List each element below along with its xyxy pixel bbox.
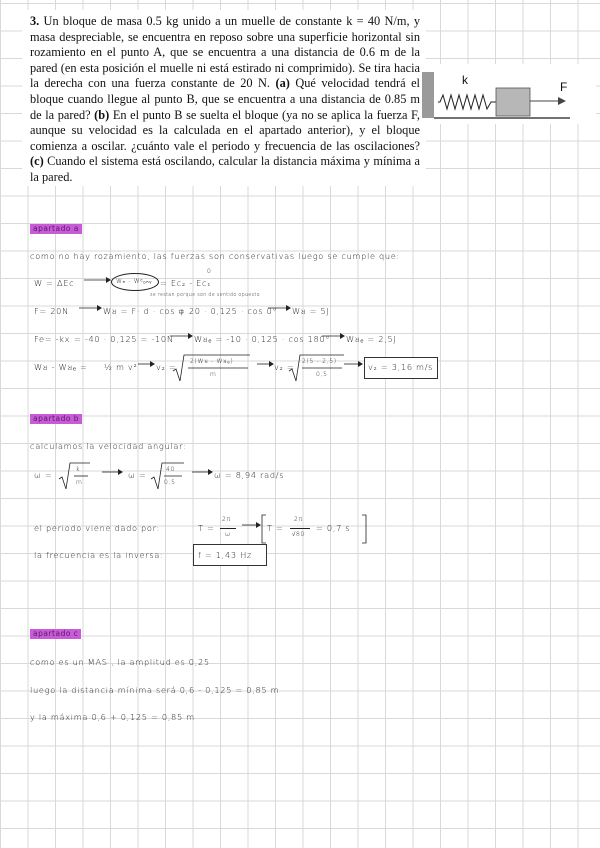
eq2-work-formula: Wᴚ = F· d · cos φ <box>103 306 185 316</box>
eq4-denominator: m <box>210 371 217 378</box>
heading-apartado-c: apartado c <box>30 629 81 639</box>
period-denominator: ω <box>225 531 231 538</box>
eq4-work-diff: Wᴚ - Wᴚₑ = <box>34 362 88 372</box>
spring-icon <box>438 95 496 109</box>
part-c-line-2: luego la distancia mínima será 0,6 - 0,125 = 0,85 m <box>30 685 280 695</box>
velocity-result: v₂ = 3,16 m/s <box>368 362 434 372</box>
eq3-elastic-calc: = -40 · 0,125 = -10N <box>74 334 174 344</box>
omega-eq-label-2: ω = <box>128 470 147 480</box>
frequency-text: la frecuencia es la inversa: <box>34 550 164 560</box>
spring-diagram <box>420 64 596 124</box>
question-c: Cuando el sistema está oscilando, calcular la distancia máxima y mínima a la pared. <box>30 154 420 184</box>
eq3-elastic-result: Wᴚₑ = 2,5J <box>346 334 397 344</box>
question-a: Qué velocidad tendrá el bloque cuando llegue al punto B, que se encuentra a una distancia de 0.85 m de la pared? <box>30 76 420 122</box>
arrow-icon <box>168 331 194 341</box>
period-result: = 0,7 s <box>316 523 351 533</box>
arrow-icon <box>342 359 364 369</box>
heading-apartado-a: apartado a <box>30 224 82 234</box>
eq3-elastic-force: Fe= -kx <box>34 334 71 344</box>
arrow-icon <box>136 359 156 369</box>
arrow-icon <box>77 303 103 313</box>
period-numerator: 2π <box>222 516 231 523</box>
label-b: (b) <box>94 107 110 122</box>
eq2-work-calc: = 20 · 0,125 · cos 0° <box>178 306 278 316</box>
block <box>496 88 530 116</box>
omega-result: ω = 8,94 rad/s <box>214 470 285 480</box>
eq4-kinetic: ½ m v² <box>104 362 138 372</box>
spring-block-figure <box>420 64 596 124</box>
problem-statement <box>22 10 426 186</box>
force-label: F <box>560 80 568 94</box>
eq4-v-label-2: v₂ = <box>274 362 295 372</box>
heading-apartado-b: apartado b <box>30 414 82 424</box>
fraction-bar <box>290 528 310 529</box>
eq3-elastic-work: Wᴚₑ = -10 · 0,125 · cos 180° <box>194 334 331 344</box>
fraction-bar <box>220 528 236 529</box>
omega-numerator-2: 40 <box>166 466 176 473</box>
part-c-line-1: como es un MAS , la amplitud es 0,25 <box>30 657 210 667</box>
arrow-icon <box>320 331 346 341</box>
period-numerator-2: 2π <box>294 516 303 523</box>
spring-label: k <box>462 73 468 87</box>
arrow-icon <box>255 359 275 369</box>
period-eq-label: T = <box>198 523 215 533</box>
problem-number: 3. <box>30 14 40 28</box>
part-c-line-3: y la máxima 0,6 + 0,125 = 0,85 m <box>30 712 195 722</box>
frequency-result: f = 1,43 Hz <box>198 550 252 560</box>
eq2-force: F= 20N <box>34 306 69 316</box>
period-eq-label-2: T = <box>267 523 284 533</box>
arrow-icon <box>266 303 292 313</box>
label-a: (a) <box>275 76 290 91</box>
force-arrow-head-icon <box>558 97 566 105</box>
arrow-icon <box>190 467 214 477</box>
part-b-intro: calculamos la velocidad angular: <box>30 441 187 451</box>
eq2-work-result: Wᴚ = 5J <box>292 306 330 316</box>
arrow-icon <box>82 275 112 285</box>
eq1-zero: 0 <box>207 268 212 275</box>
wall <box>422 72 434 118</box>
question-b: En el punto B se suelta el bloque (ya no se aplica la fuerza F, aunque su velocidad es la calculada en el apartado anterior), y el bloque comienza a oscilar. ¿cuánto vale el periodo y frecuencia de las oscilaciones? <box>30 107 420 153</box>
period-text: el periodo viene dado por: <box>34 523 161 533</box>
eq4-numerator-2: 2(5 - 2,5) <box>302 358 337 365</box>
part-a-intro: como no hay rozamiento, las fuerzas son conservativas luego se cumple que: <box>30 251 400 261</box>
eq1-circled: Wₙ - Wᶜₒₙᵥ <box>116 278 152 285</box>
period-denominator-2: √80 <box>292 531 306 538</box>
omega-denominator: m <box>76 479 83 486</box>
omega-eq-label: ω = <box>34 470 53 480</box>
eq1-right: = Ec₂ - Ec₁ <box>160 278 212 288</box>
eq4-numerator: 2(Wᴚ - Wᴚₑ) <box>190 358 234 365</box>
eq1-left: W = ΔEc <box>34 278 75 288</box>
problem-text: Un bloque de masa 0.5 kg unido a un muelle de constante k = 40 N/m, y masa despreciable, se encuentra en reposo sobre una superficie horizontal sin rozamiento en el punto A, que se encuentra a una distancia de 0.6 m de la pared (en esta posición el muelle ni está estirado ni comprimido). Se tira hacia la derecha con una fuerza constante de 20 N. <box>30 14 420 91</box>
omega-numerator: k <box>76 466 81 473</box>
eq4-v-label: v₂ = <box>156 362 177 372</box>
eq1-note: se restan porque son de sentido opuesto <box>150 293 260 298</box>
sqrt-symbol-icon <box>58 461 92 491</box>
arrow-icon <box>240 520 262 530</box>
label-c: (c) <box>30 154 44 169</box>
eq4-denominator-2: 0,5 <box>316 371 328 378</box>
omega-denominator-2: 0,5 <box>164 479 176 486</box>
arrow-icon <box>100 467 124 477</box>
